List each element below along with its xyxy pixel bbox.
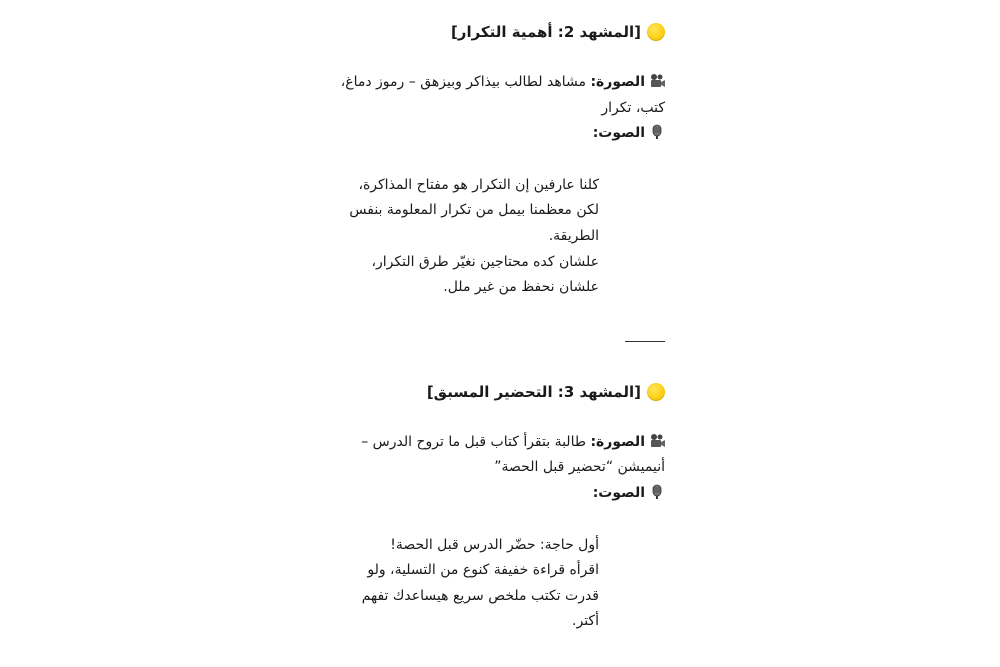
yellow-circle-icon: [647, 23, 665, 41]
scene-2-title: [المشهد 2: أهمية التكرار]: [450, 23, 641, 41]
film-projector-icon: [649, 73, 665, 89]
scene-3-image-line: [335, 430, 665, 456]
scene-3-image-text-2: أنيميشن “تحضير قبل الحصة”: [494, 459, 665, 476]
script-document: [335, 0, 665, 635]
scene-2-voice-text: [329, 173, 599, 301]
scene-3-voice-label: الصوت:: [592, 484, 645, 501]
scene-2-image-line: [335, 70, 665, 96]
scene-2-image-text: مشاهد لطالب بيذاكر وبيزهق – رموز دماغ،: [340, 74, 586, 90]
voice-line: أكتر.: [572, 613, 599, 630]
voice-line: قدرت تكتب ملخص سريع هيساعدك تفهم: [361, 587, 599, 604]
scene-3-voice-line: [335, 481, 665, 507]
yellow-circle-icon: [647, 383, 665, 401]
scene-2-voice-line: [335, 121, 665, 147]
scene-3-voice-text: [329, 533, 599, 635]
scene-2-image-text-2: كتب، تكرار: [601, 99, 665, 116]
scene-2-image-label: الصورة:: [590, 74, 645, 90]
scene-3-image-label: الصورة:: [590, 433, 645, 450]
microphone-icon: [649, 484, 665, 500]
voice-line: أول حاجة: حضّر الدرس قبل الحصة!: [390, 536, 599, 553]
scene-2-voice-label: الصوت:: [592, 125, 645, 142]
film-projector-icon: [649, 433, 665, 449]
voice-line: كلنا عارفين إن التكرار هو مفتاح المذاكرة،: [358, 176, 599, 193]
voice-line: علشان كده محتاجين نغيّر طرق التكرار،: [371, 253, 599, 270]
voice-line: لكن معظمنا بيمل من تكرار المعلومة بنفس: [349, 202, 599, 219]
voice-line: علشان نحفظ من غير ملل.: [443, 279, 599, 296]
scene-3-image-text: طالبة بتقرأ كتاب قبل ما تروح الدرس –: [361, 433, 586, 450]
scene-3-heading: [335, 380, 665, 404]
scene-2-heading: [335, 20, 665, 44]
scene-3-title: [المشهد 3: التحضير المسبق]: [426, 382, 641, 401]
voice-line: الطريقة.: [548, 227, 599, 244]
microphone-icon: [649, 124, 665, 140]
voice-line: اقرأه قراءة خفيفة كنوع من التسلية، ولو: [367, 562, 599, 579]
